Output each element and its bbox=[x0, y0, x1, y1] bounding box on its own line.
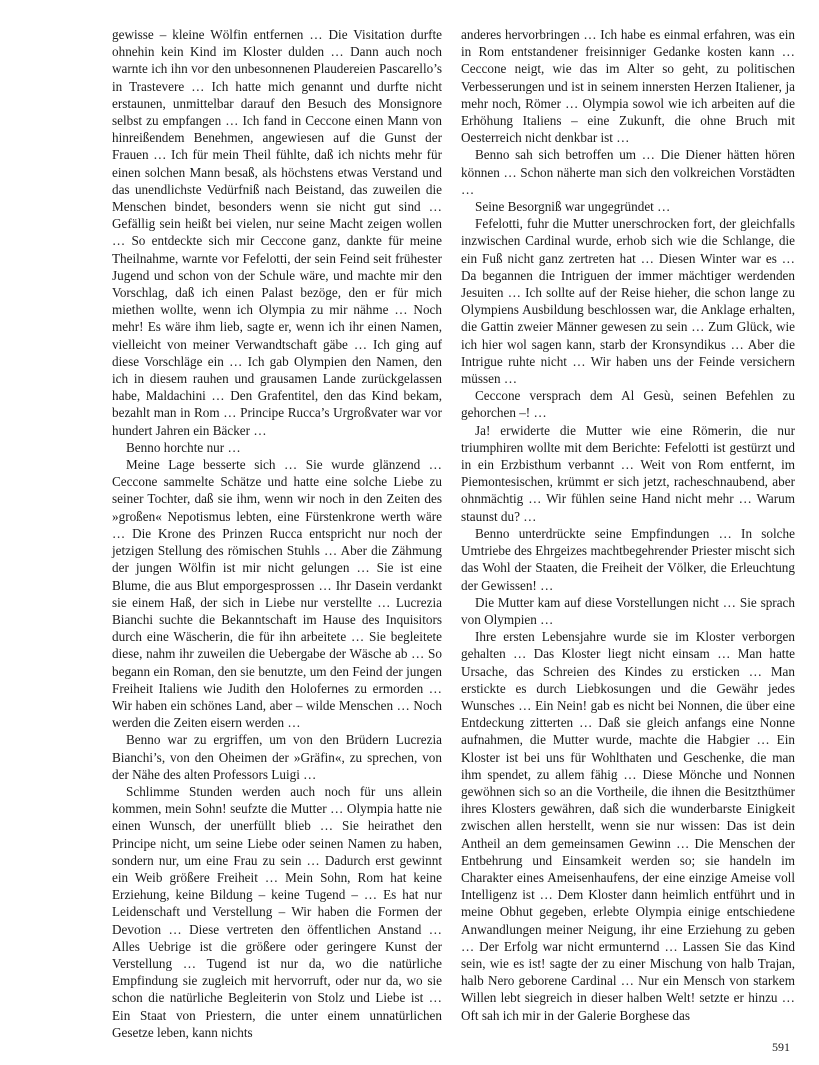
paragraph: Seine Besorgniß war ungegründet … bbox=[475, 199, 671, 215]
right-text-column bbox=[461, 26, 795, 1024]
paragraph: Schlimme Stunden werden auch noch für uns allein kommen, mein Sohn! seufzte die Mutter … Olympia hatte nie einen Wunsch, der unerfüllt blieb … Sie heirathet den Principe nicht, um seine Liebe oder seinen Namen zu haben, sondern nur, um eine Frau zu sein … Dadurch erst gewinnt ein Weib größere Freiheit … Mein Sohn, Rom hat keine Erziehung, keine Bildung – keine Tugend – … Es hat nur Leidenschaft und Verstellung – Wir haben die Formen der Devotion … Diese vertreten den öffentlichen Anstand … Alles Uebrige ist die größere oder geringere Kunst der Verstellung … Tugend ist nur da, wo die natürliche Empfindung sie zugleich mit hervorruft, oder nur da, wo sie schon die natürliche Begleiterin von Stolz und Liebe ist … Ein Staat von Priestern, die unter einem unnatürlichen Gesetze leben, kann nichts bbox=[112, 783, 442, 1040]
paragraph: Ihre ersten Lebensjahre wurde sie im Kloster verborgen gehalten … Das Kloster liegt nicht einsam … Man hatte Ursache, das Schreien des Kindes zu ersticken … Man erstickte es durch Liebkosungen und die Gewähr jedes Wunsches … Ein Nein! gab es nicht bei Nonnen, die über eine Entdeckung zitterten … Daß sie gleich anfangs eine Nonne aufnahmen, die Mutter wurde, machte die Habgier … Ein Kloster ist bei uns für Wohlthaten und Geschenke, die man ihm spendet, zu allem fähig … Diese Mönche und Nonnen gewöhnen sich so an die Vortheile, die ihnen die Besitzthümer ihres Klosters gewähren, daß sich die wunderbarste Einigkeit zwischen allen herstellt, wenn sie nur wissen: Das ist dein Antheil an dem gemeinsamen Gewinn … Die Menschen der Entbehrung und Einsamkeit werden so; sie handeln im Charakter eines Ameisenhaufens, der eine einzige Ameise voll Intelligenz ist … Dem Kloster dann heimlich entführt und in meine Obhut gegeben, erlebte Olympia einige entschiedene Anwandlungen meiner Neigung, ihr eine Erziehung zu geben … Der Erfolg war nicht ermunternd … Lassen Sie das Kind sein, wie es ist! sagte der zu einer Mischung von halb Trajan, halb Nero geborene Cardinal … Nur ein Mensch von starkem Willen lebt siegreich in dieser halben Welt! setzte er hinzu … Oft sah ich mir in der Galerie Borghese das bbox=[461, 629, 795, 1023]
paragraph: Benno war zu ergriffen, um von den Brüdern Lucrezia Bianchi’s, von den Oheimen der »Gräfin«, zu sprechen, von der Nähe des alten Professors Luigi … bbox=[112, 732, 442, 782]
paragraph: Fefelotti, fuhr die Mutter unerschrocken fort, der gleichfalls inzwischen Cardinal wurde, erhob sich wie die Schlange, die ein Fuß nicht ganz zertreten hat … Diesen Winter war es … Da begannen die Intriguen der immer mächtiger werdenden Jesuiten … Ich sollte auf der Reise hieher, die schon lange zu Olympiens Ausbildung beschlossen war, die Anklage erhalten, die Gattin zweier Männer gewesen zu sein … Zum Glück, wie ich hier wol sagen kann, starb der Kronsyndikus … Aber die Intrigue ruhte nicht … Wir haben uns der Feinde versichern müssen … bbox=[461, 216, 795, 387]
paragraph: Die Mutter kam auf diese Vorstellungen nicht … Sie sprach von Olympien … bbox=[461, 594, 795, 627]
paragraph: Meine Lage besserte sich … Sie wurde glänzend … Ceccone sammelte Schätze und hatte eine solche Liebe zu seiner Tochter, daß sie ihm, wenn wir noch in den Zeiten des »großen« Nepotismus lebten, eine Fürstenkrone werth wäre … Die Krone des Prinzen Rucca entspricht nur noch der jetzigen Stellung des römischen Stuhls … Aber die Zähmung der jungen Wölfin ist mir nicht gelungen … Sie ist eine Blume, die aus Blut emporgesprossen … Ihr Dasein verdankt sie einem Haß, der sich in Liebe nur verstellte … Lucrezia Bianchi suchte die Bekanntschaft im Hause des Inquisitors durch eine Wäscherin, die für ihn arbeitete … Sie begleitete diese, nahm ihr zuweilen die Uebergabe der Wäsche ab … So begann ein Roman, den sie benutzte, um den Feind der jungen Freiheit Italiens wie Judith den Holofernes zu ermorden … Wir haben ein schönes Land, aber – wilde Menschen … Noch werden die Zeiten eisern werden … bbox=[112, 457, 442, 731]
paragraph: Benno horchte nur … bbox=[126, 439, 241, 455]
paragraph: anderes hervorbringen … Ich habe es einmal erfahren, was ein in Rom entstandener freisinniger Gedanke kosten kann … Ceccone neigt, wie das im Alter so geht, zu politischen Verbesserungen und ist in seinem innersten Herzen Italiener, ja mehr noch, Römer … Olympia sowol wie ich arbeiten auf die Erhöhung Italiens – eine Zukunft, die ohne Bruch mit Oesterreich nicht denkbar ist … bbox=[461, 27, 795, 146]
page-number: 591 bbox=[772, 1040, 790, 1054]
paragraph: Benno unterdrückte seine Empfindungen … In solche Umtriebe des Ehrgeizes machtbegehrender Priester mischt sich das Wohl der Staaten, die Freiheit der Völker, die Erleuchtung der Gewissen! … bbox=[461, 525, 795, 593]
paragraph: Benno sah sich betroffen um … Die Diener hätten hören können … Schon näherte man sich den volkreichen Vorstädten … bbox=[461, 147, 795, 197]
paragraph: Ceccone versprach dem Al Gesù, seinen Befehlen zu gehorchen –! … bbox=[461, 388, 795, 421]
left-text-column bbox=[112, 26, 442, 1041]
paragraph: gewisse – kleine Wölfin entfernen … Die Visitation durfte ohnehin kein Kind im Kloster dulden … Dann auch noch warnte ich ihn vor den unbesonnenen Plaudereien Pascarello’s in Trastevere … Ich hatte mich genannt und durfte nicht erstaunen, unmittelbar darauf den Besuch des Monsignore selbst zu empfangen … Ich fand in Ceccone einen Mann von hinreißendem Benehmen, angewiesen auf die Gunst der Frauen … Ich für mein Theil fühlte, daß ich nichts mehr für einen solchen Mann besaß, als höchstens etwas Verstand und das unendlichste Vedürfniß nach Beistand, das zuweilen die Menschen bindet, besonders wenn sie nicht gut sind … Gefällig sein heißt bei vielen, nur seine Macht zeigen wollen … So entdeckte sich mir Ceccone ganz, dankte für meine Theilnahme, warnte vor Fefelotti, der sein Feind seit frühester Jugend und schon von der Schule wäre, und machte mir den Vorschlag, daß ich einen Palast bezöge, den er für mich miethen wollte, wenn ich Olympia zu mir nähme … Noch mehr! Es wäre ihm lieb, sagte er, wenn ich ihr einen Namen, vielleicht von meiner Verwandtschaft gäbe … Ich ging auf diese Vorschläge ein … Ich gab Olympien den Namen, den ich in diesem rauhen und grausamen Lande zurückgelassen habe, Maldachini … Den Grafentitel, den das Kind bekam, bezahlt man in Rom … Principe Rucca’s Urgroßvater war vor hundert Jahren ein Bäcker … bbox=[112, 27, 442, 438]
paragraph: Ja! erwiderte die Mutter wie eine Römerin, die nur triumphiren wollte mit dem Berichte: Fefelotti ist gestürzt und in ein Erzbisthum verbannt … Weit von Rom entfernt, im Piemontesischen, krümmt er sich jetzt, racheschnaubend, aber ohnmächtig … Wir fühlen seine Hand nicht mehr … Warum staunst du? … bbox=[461, 422, 795, 524]
